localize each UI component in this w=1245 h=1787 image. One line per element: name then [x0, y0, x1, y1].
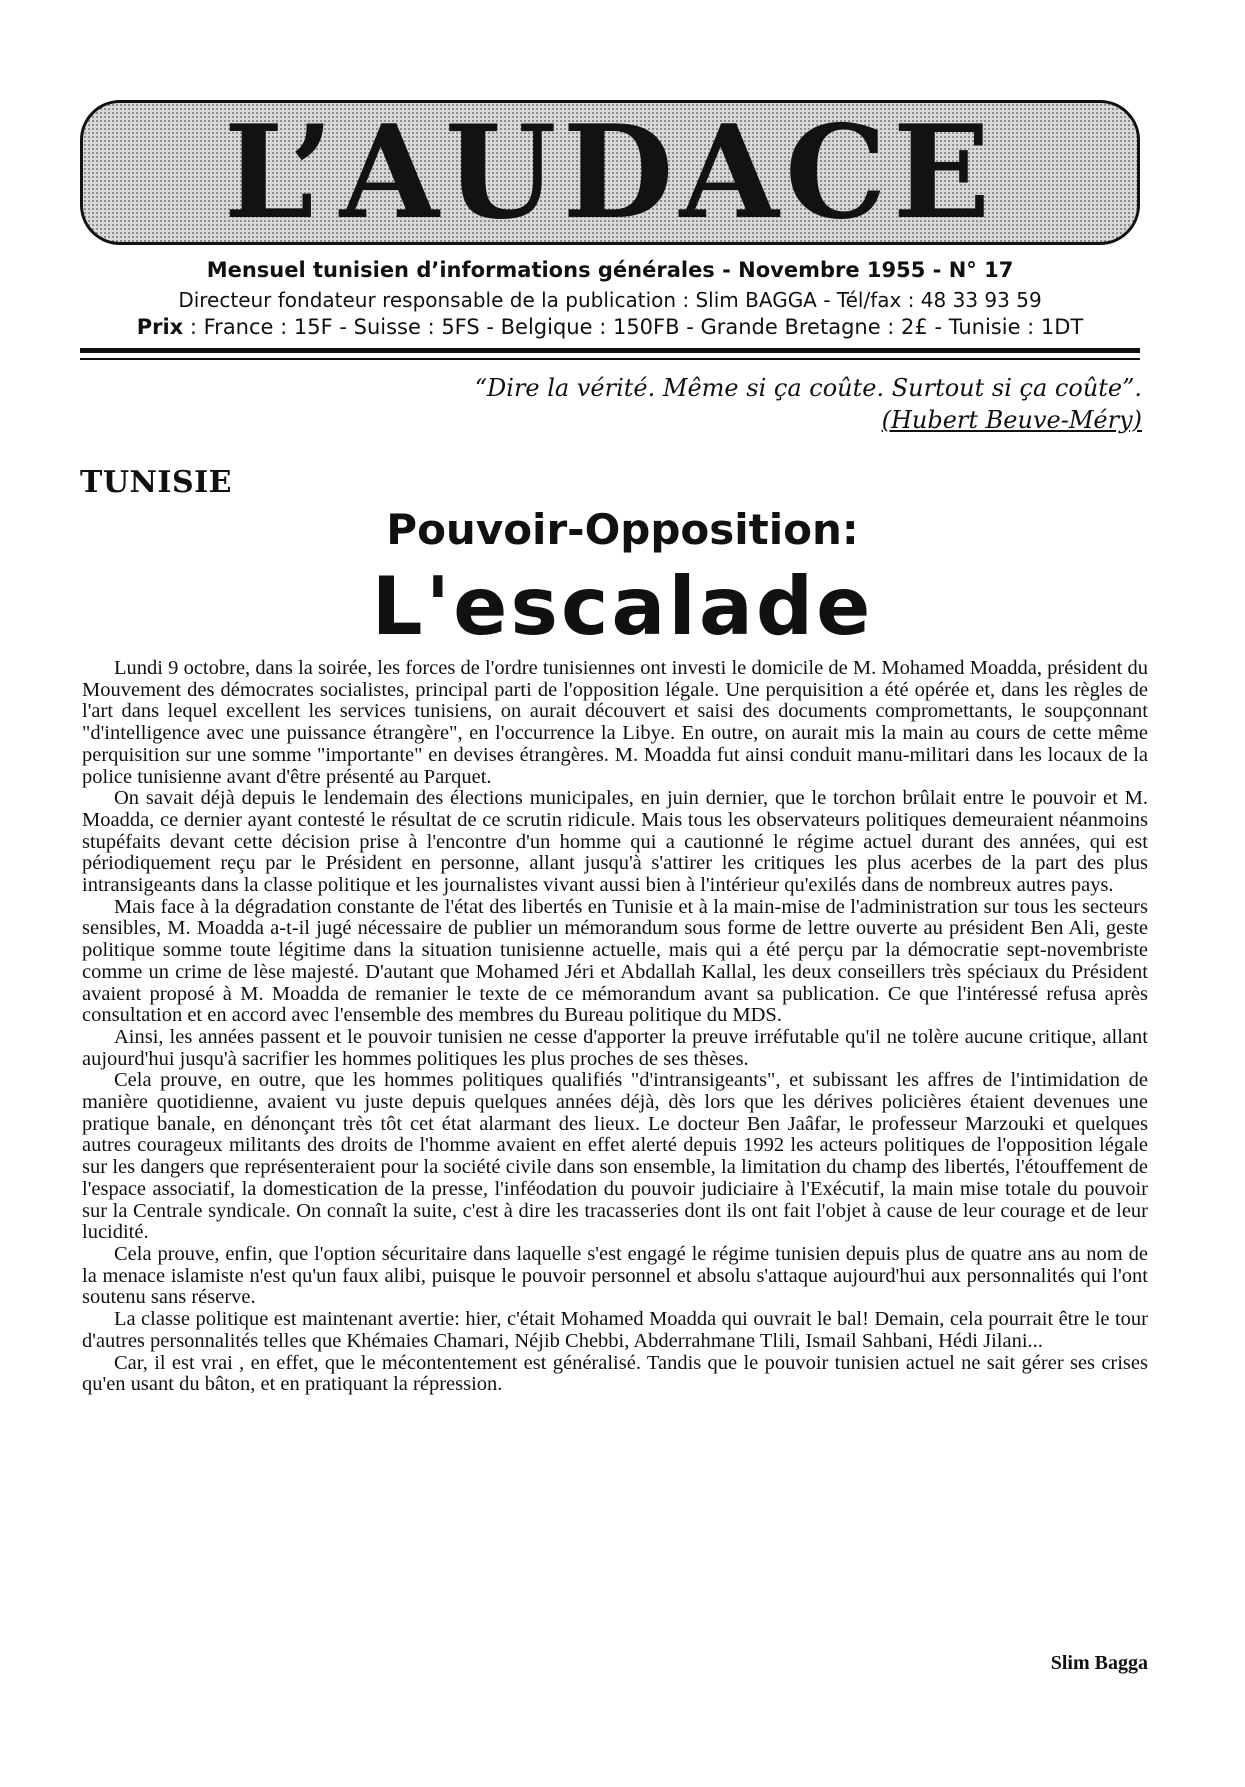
section-label: TUNISIE	[80, 465, 233, 500]
article-paragraph: Cela prouve, en outre, que les hommes politiques qualifiés "d'intransigeants", et subissant les affres de l'intimidation de manière quotidienne, avaient vu juste depuis quelques années déjà, dès lors que les dérives policières étaient devenues une pratique banale, en dénonçant très tôt cet état alarmant des lieux. Le docteur Ben Jaâfar, le professeur Marzouki et quelques autres courageux militants des droits de l'homme avaient en effet alerté depuis 1992 les acteurs politiques de l'opposition légale sur les dangers que représenteraient pour la société civile dans son ensemble, la limitation du champ des libertés, l'étouffement de l'espace associatif, la domestication de la presse, l'inféodation du pouvoir judiciaire à l'Exécutif, la main mise totale du pouvoir sur la Centrale syndicale. On connaît la suite, c'est à dire les tracasseries dont ils ont fait l'objet à cause de leur courage et de leur lucidité.	[82, 1069, 1148, 1244]
price-label: Prix	[136, 315, 184, 339]
article-headline: L'escalade	[371, 560, 874, 653]
subheader-issue-line: Mensuel tunisien d’informations générales - Novembre 1955 - N° 17	[206, 258, 1014, 282]
article-paragraph: La classe politique est maintenant avertie: hier, c'était Mohamed Moadda qui ouvrait le bal! Demain, cela pourrait être le tour d'autres personnalités telles que Khémaies Chamari, Néjib Chebbi, Abderrahmane Tlili, Ismail Sahbani, Hédi Jilani...	[82, 1308, 1148, 1352]
epigraph-author: (Hubert Beuve-Méry)	[881, 406, 1142, 434]
article-paragraph: Mais face à la dégradation constante de l'état des libertés en Tunisie et à la main-mise de l'administration sur tous les secteurs sensibles, M. Moadda a-t-il jugé nécessaire de publier un mémorandum sous forme de lettre ouverte au président Ben Ali, geste politique somme toute légitime dans la situation tunisienne actuelle, mais qui a été perçu par la démocratie sept-novembriste comme un crime de lèse majesté. D'autant que Mohamed Jéri et Abdallah Kallal, les deux conseillers très spéciaux du Président avaient proposé à M. Moadda de remanier le texte de ce mémorandum avant sa publication. Ce que l'intéressé refusa après consultation et en accord avec l'ensemble des membres du Bureau politique du MDS.	[82, 895, 1148, 1027]
article-kicker: Pouvoir-Opposition:	[386, 505, 859, 554]
masthead-title: L’AUDACE	[223, 97, 997, 248]
header-rule-thick	[80, 348, 1140, 353]
article-paragraph: On savait déjà depuis le lendemain des élections municipales, en juin dernier, que le torchon brûlait entre le pouvoir et M. Moadda, ce dernier ayant contesté le résultat de ce scrutin ridicule. Mais tous les observateurs politiques demeuraient néanmoins stupéfaits devant cette décision prise à l'encontre d'un homme qui a cautionné le régime actuel durant des années, qui est périodiquement reçu par le Président en personne, allant jusqu'à s'attirer les critiques les plus acerbes de la part des plus intransigeants dans la classe politique et les journalistes vivant aussi bien à l'intérieur qu'exilés dans de nombreux autres pays.	[82, 787, 1148, 897]
article-paragraph: Lundi 9 octobre, dans la soirée, les forces de l'ordre tunisiennes ont investi le domicile de M. Mohamed Moadda, président du Mouvement des démocrates socialistes, principal parti de l'opposition légale. Une perquisition a été opérée et, dans les règles de l'art dans lequel excellent les services tunisiens, on aurait découvert et saisi des documents compromettants, le soupçonnant "d'intelligence avec une puissance étrangère", en l'occurrence la Libye. En outre, on aurait mis la main au cours de cette même perquisition sur une somme "importante" en devises étrangères. M. Moadda fut ainsi conduit manu-militari dans les locaux de la police tunisienne avant d'être présenté au Parquet.	[82, 657, 1148, 788]
article-paragraph: Car, il est vrai , en effet, que le mécontentement est généralisé. Tandis que le pouvoir tunisien actuel ne sait gérer ses crises qu'en usant du bâton, et en pratiquant la répression.	[82, 1351, 1148, 1396]
article-paragraph: Cela prouve, enfin, que l'option sécuritaire dans laquelle s'est engagé le régime tunisien depuis plus de quatre ans au nom de la menace islamiste n'est qu'un faux alibi, puisque le pouvoir personnel et absolu s'attaque aujourd'hui aux personnalités qui l'ont soutenu sans réserve.	[82, 1242, 1148, 1309]
subheader-director-line: Directeur fondateur responsable de la publication : Slim BAGGA - Tél/fax : 48 33 93 59	[178, 288, 1042, 312]
subheader-price-line	[80, 315, 1140, 339]
epigraph-text: “Dire la vérité. Même si ça coûte. Surtout si ça coûte”.	[474, 374, 1142, 402]
epigraph	[342, 372, 1142, 436]
author-signature: Slim Bagga	[1050, 1652, 1148, 1674]
article-body	[82, 658, 1148, 1396]
article-paragraph: Ainsi, les années passent et le pouvoir tunisien ne cesse d'apporter la preuve irréfutable qu'il ne tolère aucune critique, allant aujourd'hui jusqu'à sacrifier les hommes politiques les plus proches de ses thèses.	[82, 1025, 1148, 1070]
header-rule-thin	[80, 358, 1140, 360]
masthead-banner	[80, 97, 1140, 248]
price-text: : France : 15F - Suisse : 5FS - Belgique : 150FB - Grande Bretagne : 2£ - Tunisie : 1DT	[183, 315, 1084, 339]
